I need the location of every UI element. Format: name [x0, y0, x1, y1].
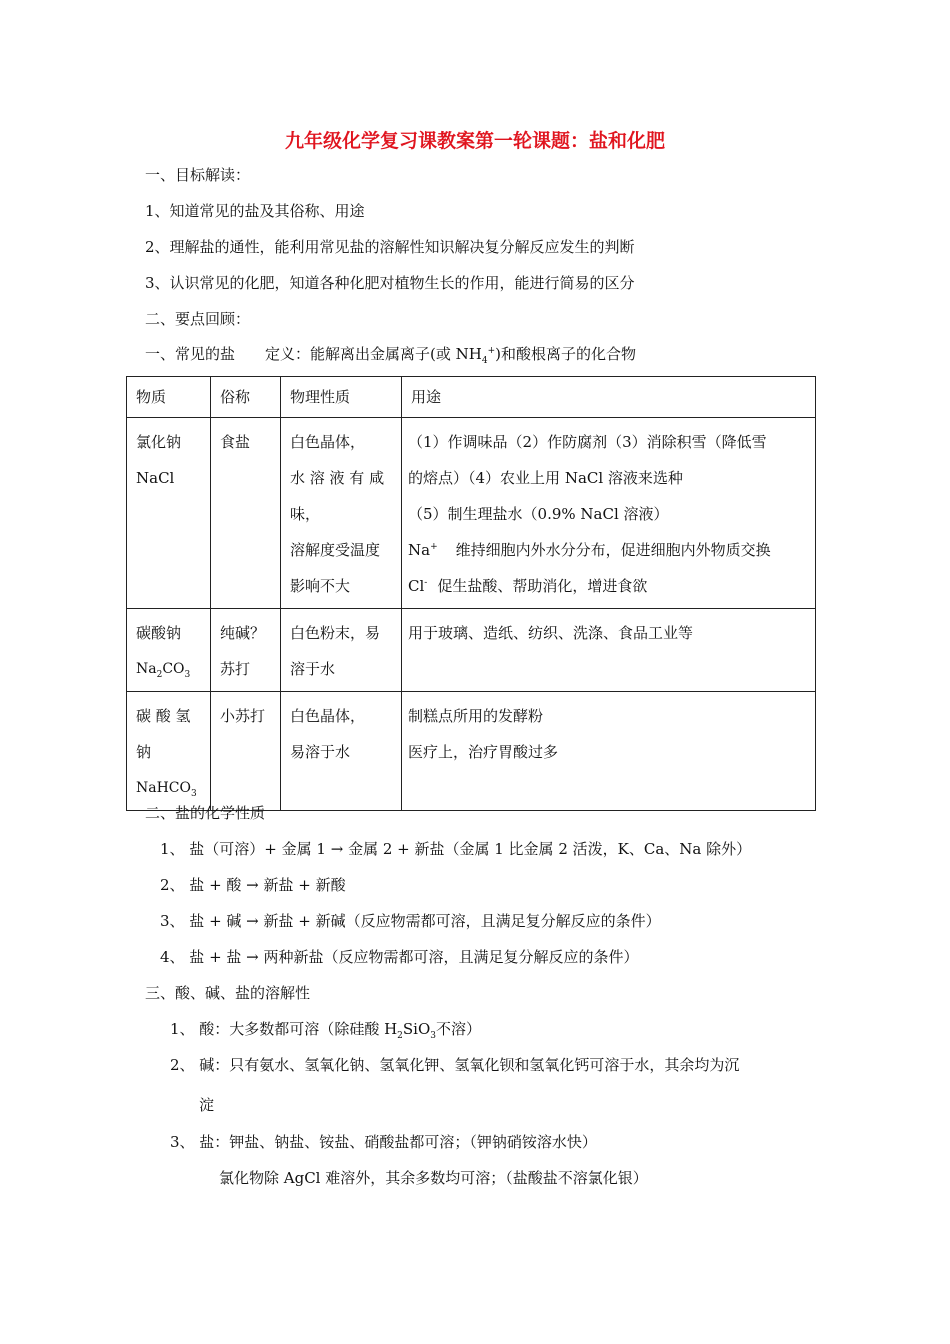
table-row	[127, 418, 816, 609]
table-row	[127, 609, 816, 692]
common-name-cell: 纯碱？ 苏打	[211, 609, 281, 692]
physical-cell: 白色晶体， 易溶于水	[281, 692, 402, 811]
physical-cell: 白色晶体， 水 溶 液 有 咸 味， 溶解度受温度 影响不大	[281, 418, 402, 609]
chem-property-1: 1、 盐（可溶）+ 金属 1 → 金属 2 + 新盐（金属 1 比金属 2 活泼，K、Ca、Na 除外）	[160, 840, 752, 858]
salt-definition: 定义：能解离出金属离子(或 $NH_4^+$)和酸根离子的化合物	[265, 345, 636, 366]
chem-property-2: 2、 盐 + 酸 → 新盐 + 新酸	[160, 876, 346, 894]
header-substance: 物质	[127, 377, 211, 418]
header-common-name: 俗称	[211, 377, 281, 418]
goal-item-1: 1、知道常见的盐及其俗称、用途	[145, 202, 365, 220]
base-solubility-line-2: 淀	[199, 1096, 215, 1114]
common-salts-table	[126, 376, 816, 811]
substance-cell: 氯化钠 NaCl	[127, 418, 211, 609]
uses-cell: 制糕点所用的发酵粉 医疗上，治疗胃酸过多	[402, 692, 816, 811]
common-name-cell: 食盐	[211, 418, 281, 609]
chem-property-3: 3、 盐 + 碱 → 新盐 + 新碱（反应物需都可溶，且满足复分解反应的条件）	[160, 912, 661, 930]
section2-heading: 二、要点回顾：	[145, 310, 251, 328]
physical-cell: 白色粉末，易 溶于水	[281, 609, 402, 692]
sodium-ion: Na+	[408, 541, 438, 559]
chem-properties-heading: 二、盐的化学性质	[145, 804, 266, 822]
chem-property-4: 4、 盐 + 盐 → 两种新盐（反应物需都可溶，且满足复分解反应的条件）	[160, 948, 639, 966]
substance-cell: 碳酸钠 $Na_2CO_3$	[127, 609, 211, 692]
salt-solubility-line-2: 氯化物除 AgCl 难溶外，其余多数均可溶；（盐酸盐不溶氯化银）	[219, 1169, 648, 1187]
substance-cell: 碳 酸 氢 钠 NaHCO$_3$	[127, 692, 211, 811]
page-title: 九年级化学复习课教案第一轮课题：盐和化肥	[284, 130, 665, 152]
common-salt-subheading	[145, 343, 636, 364]
header-uses: 用途	[402, 377, 816, 418]
common-name-cell: 小苏打	[211, 692, 281, 811]
table-row	[127, 692, 816, 811]
base-solubility-line-1: 2、 碱：只有氨水、氢氧化钠、氢氧化钾、氢氧化钡和氢氧化钙可溶于水，其余均为沉	[170, 1056, 740, 1074]
uses-cell: 用于玻璃、造纸、纺织、洗涤、食品工业等	[402, 609, 816, 692]
acid-solubility: 1、 酸：大多数都可溶（除硅酸 $H_2SiO_3$不溶）	[170, 1020, 482, 1041]
common-salt-label: 一、常见的盐	[145, 345, 236, 363]
solubility-heading: 三、酸、碱、盐的溶解性	[145, 984, 311, 1002]
section1-heading: 一、目标解读：	[145, 166, 251, 184]
salt-solubility-line-1: 3、 盐：钾盐、钠盐、铵盐、硝酸盐都可溶；（钾钠硝铵溶水快）	[170, 1133, 597, 1151]
goal-item-3: 3、认识常见的化肥，知道各种化肥对植物生长的作用，能进行简易的区分	[145, 274, 635, 292]
header-physical: 物理性质	[281, 377, 402, 418]
goal-item-2: 2、理解盐的通性，能利用常见盐的溶解性知识解决复分解反应发生的判断	[145, 238, 635, 256]
chloride-ion: Cl-	[408, 577, 428, 595]
uses-cell: （1）作调味品（2）作防腐剂（3）消除积雪（降低雪 的熔点）（4）农业上用 NaCl 溶液来选种 （5）制生理盐水（0.9% NaCl 溶液） Na+ 维持细胞内外水分分布，促进细胞内外物质交换 Cl- 促生盐酸、帮助消化，增进食欲	[402, 418, 816, 609]
table-header-row	[127, 377, 816, 418]
